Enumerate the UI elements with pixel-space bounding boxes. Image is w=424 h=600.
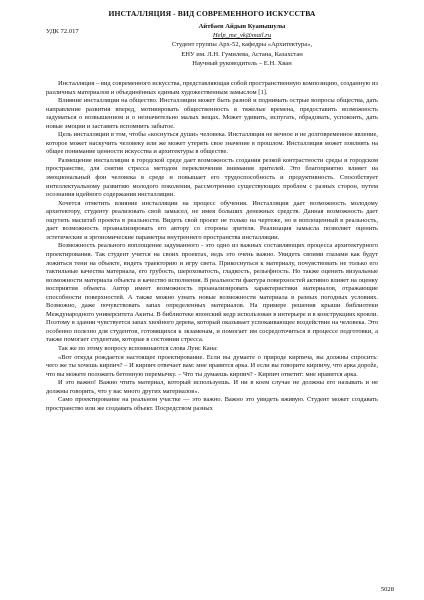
author-email[interactable]: Help_me_vk@mail.ru [212, 32, 272, 40]
author-affiliation-1: Студент группы Арх-52, кафедры «Архитектура», [171, 41, 313, 49]
paragraph: Размещение инсталляции в городской среде дает возможность создания резкой контрастности среды и городском пространстве, для снятия стресса методом переключения внимания зрителей. Это благоприятно влияет на эмоциональный фон человека в среде и повышает его трудоспособность и продуктивность. Способствует интеллектуальному развитию молодого поколения, рассмотрению существующих проблем с разных сторон, путем осознания идейного содержания инсталляции. [46, 156, 378, 199]
author-affiliation-2: ЕНУ им. Л.Н. Гумилева, Астана, Казахстан [181, 50, 303, 58]
paragraph: Влияние инсталляции на общество. Инсталляции может быть разной и поднимать острые вопросы общества, дать направление развития вперед, мотивировать общественность в тяжелые времена, предоставить возможность задуматься о возвышенном и о незначительно малых вещах. Может удивить, испугать, обрадовать, успокоить, дать новые эмоции и заставить вспомнить забытое. [46, 97, 378, 130]
paragraph: Так же по этому вопросу вспоминаются слова Луис Кана: [58, 344, 218, 352]
quote-paragraph: «Вот откуда рождается настоящее проектирование. Если вы думаете о природе кирпича, вы должны спросить: чего же ты хочешь кирпич? – И кирпич отвечает вам: мне нравится арка. И если вы говорите кирпичу, что арка дорože, что вы можете положить бетонную перемычку. – Что ты думаешь кирпич? - Кирпич ответит: мне нравится арка. [46, 353, 378, 378]
author-supervisor: Научный руководитель – Е.Н. Хван [192, 59, 292, 67]
paragraph: Хочется отметить влияние инсталляции на процесс обучения. Инсталляция дает возможность молодому архитектору, студенту реализовать свой замысел, не имея больших денежных средств. Данная возможность дает ощутить масштаб проекта в реальности. Видеть свой проект не только на чертеже, но и воплощенный в реальность, дает возможность проанализировать его автору со стороны зрителя. Реализация замысла позволяет оценить эстетические и эргономические параметры внутреннего пространства инсталляции. [46, 199, 378, 241]
paragraph: Само проектирование на реальном участке — это важно. Важно это увидеть вживую. Студент может создавать пространство или же создавать объект. Посредством разных [46, 396, 378, 412]
article-body [46, 80, 378, 413]
paragraph: Возможность реального воплощение задуманного - это одно из важных составляющих процесса архитектурного проектирования. Так студент учится на своих проектах, ведь это очень важно. Увидеть своими глазами как будут ложиться тени на объекте, видеть траекторию и игру света. Прикоснуться к материалу, почувствовать не только его тактильные качества материала, его грубость, шероховатость, гладкость, рельефность. Но также оценить визуальные возможности материала объекта и качество исполнения. В реальности фактура поверхностей активно влияет на оценку восприятия объекта. Автор имеет возможность проанализировать характеристики материалов, отражающие способности поверхностей. А также можно узнать новые возможности материала в разных погодных условиях. Возможно, даже почувствовать запах определенных материалов. На примере решения крыши библиотеки Международного университета Акиты. В библиотеке японский кедр использован в интерьере и в конструкциях кровли. Поэтому в здании чувствуется запах хвойного дерева, который оказывает успокаивающее воздействие на человека. Это особенно полезно для студентов, готовящихся к экзаменам, и помогает им сосредоточиться в процессе подготовки, а также помогает студентам, которые в состоянии стресса. [46, 242, 378, 344]
author-block [46, 22, 378, 68]
quote-paragraph: И это важно! Важно чтить материал, который используешь. И ни в коем случае не должны его называть и не должны говорить, что у вас много других материалов». [46, 379, 378, 395]
article-title: ИНСТАЛЛЯЦИЯ - ВИД СОВРЕМЕННОГО ИСКУССТВА [108, 9, 316, 18]
paragraph: Цель инсталляции в том, чтобы «коснуться души» человека. Инсталляция не вечное и не долговременное явление, которое может наскучить человеку или же может утерять свое значение в прошлом. Инсталляция может повлиять на общее понимание ценности искусства и архитектуры в обществе. [46, 131, 378, 156]
author-name: Айтбаев Айдын Куанышулы [198, 23, 286, 30]
page-number: 5028 [380, 586, 394, 593]
paragraph: Инсталляция – вид современного искусства, представляющая собой пространственную композицию, созданную из различных материалов и объединённых единым художественным замыслом [1]. [46, 80, 378, 96]
udk-code: УДК 72.017 [46, 28, 79, 35]
